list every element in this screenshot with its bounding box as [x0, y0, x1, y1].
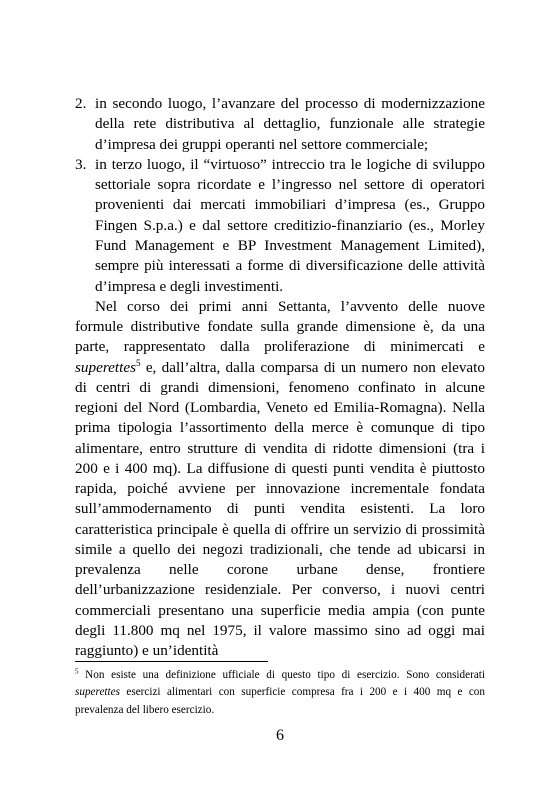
paragraph-text-end: e, dall’altra, dalla comparsa di un numero non elevato di centri di grandi dimensioni, fenomeno confinato in alcune regioni del Nord (Lombardia, Veneto ed Emilia-Romagna). Nella prima tipologia l’assortimento della merce è comunque di tipo alimentare, entro strutture di vendita di ridotte dimensioni (tra i 200 e i 400 mq). La diffusione di questi punti vendita è piuttosto rapida, poiché avviene per innovazione incrementale fondata sull’ammodernamento di punti vendita esistenti. La loro caratteristica principale è quella di offrire un servizio di prossimità simile a quello dei negozi tradizionali, che tende ad ubicarsi in prevalenza nelle corone urbane dense, frontiere dell’urbanizzazione residenziale. Per converso, i nuovi centri commerciali presentano una superficie media ampia (con punte degli 11.800 mq nel 1975, il valore massimo sino ad oggi mai raggiunto) e un’identità [75, 358, 485, 660]
footnote-reference[interactable]: 5 [136, 357, 141, 368]
list-item-number: 2. [75, 95, 87, 112]
list-item [75, 94, 485, 155]
list-item-number: 3. [75, 155, 87, 173]
list-item-text: in secondo luogo, l’avanzare del processo di modernizzazione della rete distributiva al dettaglio, funzionale alle strategie d’impresa dei gruppi operanti nel settore commerciale; [95, 95, 485, 153]
list-item [75, 155, 485, 297]
body-paragraph [75, 297, 485, 662]
paragraph-text-start: Nel corso dei primi anni Settanta, l’avvento delle nuove formule distributive fondate sulla grande dimensione è, da una parte, rappresentato dalla proliferazione di minimercati e [75, 297, 485, 356]
italic-term: superettes [75, 358, 137, 376]
page-body [75, 94, 485, 661]
footnote-text-end: esercizi alimentari con superficie compresa fra i 200 e i 400 mq e con prevalenza del libero esercizio. [75, 686, 485, 716]
footnote-divider [75, 661, 268, 662]
list-item-text: in terzo luogo, il “virtuoso” intreccio tra le logiche di sviluppo settoriale sopra ricordate e l’ingresso nel settore di operatori provenienti dai mercati immobiliari d’impresa (es., Gruppo Fingen S.p.a.) e dal settore creditizio-finanziario (es., Morley Fund Management e BP Investment Management Limited), sempre più interessati a forme di diversificazione delle attività d’impresa e degli investimenti. [95, 155, 485, 295]
footnote-mark: 5 [75, 667, 79, 676]
page-number: 6 [276, 727, 284, 744]
footnote-text-start: Non esiste una definizione ufficiale di questo tipo di esercizio. Sono considerati [78, 669, 485, 681]
footnote-italic-term: superettes [75, 686, 120, 699]
footnote [75, 667, 485, 719]
